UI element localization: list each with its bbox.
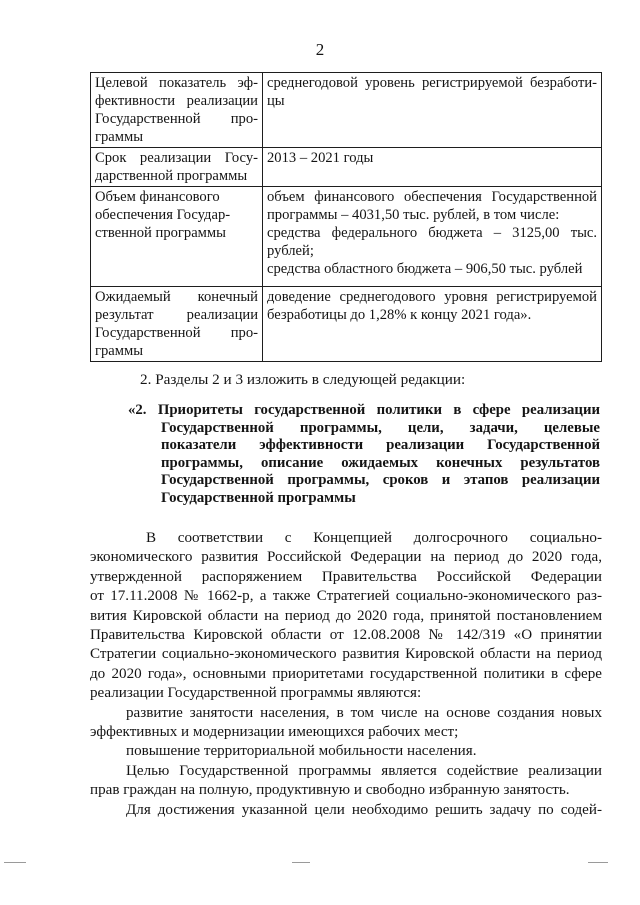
label-line: ственной программы [95, 225, 226, 241]
label-line: Государственной про- [95, 111, 258, 127]
body-line: Целью Государственной программы является содействие реализации [126, 762, 602, 779]
label-line: обеспечения Государ- [95, 207, 231, 223]
program-passport-table [90, 72, 602, 362]
body-line: вития Кировской области на период до 2020 года, принятой постановлением [90, 607, 602, 624]
row-value [263, 287, 602, 362]
body-line: повышение территориальной мобильности населения. [126, 743, 477, 760]
body-line: эффективных и модернизации имеющихся рабочих мест; [90, 724, 459, 741]
heading-line: показатели эффективности реализации Государственной [161, 437, 600, 453]
row-value [263, 73, 602, 148]
body-line: от 17.11.2008 № 1662-р, а также Стратегией социально-экономического раз- [90, 588, 602, 605]
row-label [91, 148, 263, 187]
label-line: граммы [95, 343, 144, 359]
body-line: развитие занятости населения, в том числе на основе создания новых [126, 704, 602, 721]
label-line: результат реализации [95, 307, 258, 323]
heading-line: Государственной программы, сроков и этапов реализации [161, 472, 600, 488]
value-line: программы – 4031,50 тыс. рублей, в том числе: [267, 207, 560, 223]
label-line: граммы [95, 129, 144, 145]
value-line: доведение среднегодового уровня регистрируемой [267, 289, 597, 305]
section-heading [128, 402, 600, 507]
scan-artifact [292, 862, 310, 863]
value-line: среднегодовой уровень регистрируемой безработи- [267, 75, 597, 91]
value-line: средства областного бюджета – 906,50 тыс. рублей [267, 261, 583, 277]
value-line: безработицы до 1,28% к концу 2021 года». [267, 307, 532, 323]
table-row [91, 148, 602, 187]
value-line: объем финансового обеспечения Государственной [267, 189, 597, 205]
body-text [90, 529, 602, 820]
row-label [91, 73, 263, 148]
label-line: фективности реализации [95, 93, 258, 109]
row-label [91, 287, 263, 362]
body-line: экономического развития Российской Федерации на период до 2020 года, [90, 549, 602, 566]
value-line: 2013 – 2021 годы [267, 150, 374, 166]
value-line: цы [267, 93, 285, 109]
row-label [91, 187, 263, 287]
body-line: Правительства Кировской области от 12.08.2008 № 142/319 «О принятии [90, 627, 602, 644]
body-line: В соответствии с Концепцией долгосрочного социально- [146, 530, 602, 546]
amendment-item-2: 2. Разделы 2 и 3 изложить в следующей редакции: [140, 371, 466, 388]
body-line: реализации Государственной программы являются: [90, 685, 422, 702]
table-row [91, 187, 602, 287]
scan-artifact [4, 862, 26, 863]
body-line: до 2020 года», основными приоритетами государственной политики в сфере [90, 665, 602, 682]
heading-line: Государственной программы, цели, задачи, целевые [161, 419, 600, 436]
label-line: Ожидаемый конечный [95, 289, 258, 305]
scan-artifact [588, 862, 608, 863]
table-row [91, 287, 602, 362]
row-value [263, 187, 602, 287]
body-line: Стратегии социально-экономического развития Кировской области на период [90, 646, 602, 663]
value-line: средства федерального бюджета – 3125,00 тыс. [267, 225, 597, 241]
body-line: прав граждан на полную, продуктивную и свободно избранную занятость. [90, 782, 570, 799]
label-line: Целевой показатель эф- [95, 75, 258, 91]
row-value [263, 148, 602, 187]
heading-line: Государственной программы [161, 489, 356, 506]
label-line: Государственной про- [95, 325, 258, 341]
label-line: дарственной программы [95, 168, 248, 184]
body-line: Для достижения указанной цели необходимо решить задачу по содей- [126, 801, 602, 818]
page-number: 2 [315, 40, 325, 59]
heading-line: программы, описание ожидаемых конечных результатов [161, 454, 600, 471]
heading-line: «2. Приоритеты государственной политики в сфере реализации [128, 402, 600, 418]
table-row [91, 73, 602, 148]
label-line: Объем финансового [95, 189, 220, 205]
value-line: рублей; [267, 243, 314, 259]
label-line: Срок реализации Госу- [95, 150, 258, 166]
body-line: утвержденной распоряжением Правительства Российской Федерации [90, 568, 602, 585]
